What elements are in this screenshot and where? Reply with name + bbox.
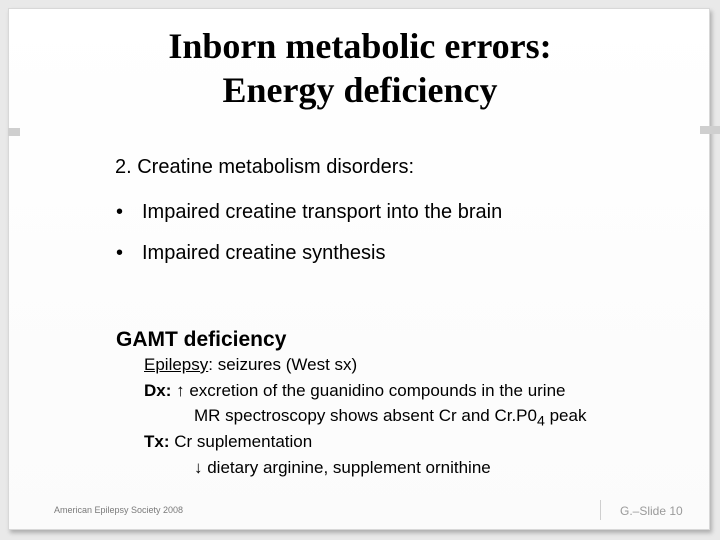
section-heading: 2. Creatine metabolism disorders: (115, 156, 415, 178)
dx-line (144, 381, 566, 401)
dx-continuation (194, 406, 586, 429)
title-line-2: Energy deficiency (222, 70, 498, 110)
footer-separator (600, 500, 601, 520)
dx-cont-subscript: 4 (536, 413, 545, 430)
bullet-symbol: • (116, 242, 124, 264)
tx-text: Cr suplementation (169, 432, 313, 451)
bullet-item (116, 201, 502, 224)
tx-line (144, 432, 312, 452)
bullet-text: Impaired creatine synthesis (142, 242, 386, 264)
slide-number: G.–Slide 10 (620, 504, 683, 518)
tx-label: Tx: (144, 432, 170, 451)
dx-cont-prefix: MR spectroscopy shows absent Cr and Cr.P0 (194, 406, 537, 425)
epilepsy-line (144, 355, 357, 375)
tx-continuation: ↓ dietary arginine, supplement ornithine (194, 458, 491, 477)
bullet-item (116, 242, 385, 265)
bullet-text: Impaired creatine transport into the brain (142, 201, 503, 223)
epilepsy-label: Epilepsy (144, 355, 209, 374)
epilepsy-text: : seizures (West sx) (208, 355, 358, 374)
gamt-heading: GAMT deficiency (116, 328, 287, 351)
footer-left: American Epilepsy Society 2008 (54, 505, 184, 515)
dx-cont-suffix: peak (544, 406, 587, 425)
dx-label: Dx: (144, 381, 172, 400)
title-line-1: Inborn metabolic errors: (168, 26, 552, 66)
bullet-symbol: • (116, 201, 124, 223)
dx-text: ↑ excretion of the guanidino compounds in the urine (171, 381, 566, 400)
